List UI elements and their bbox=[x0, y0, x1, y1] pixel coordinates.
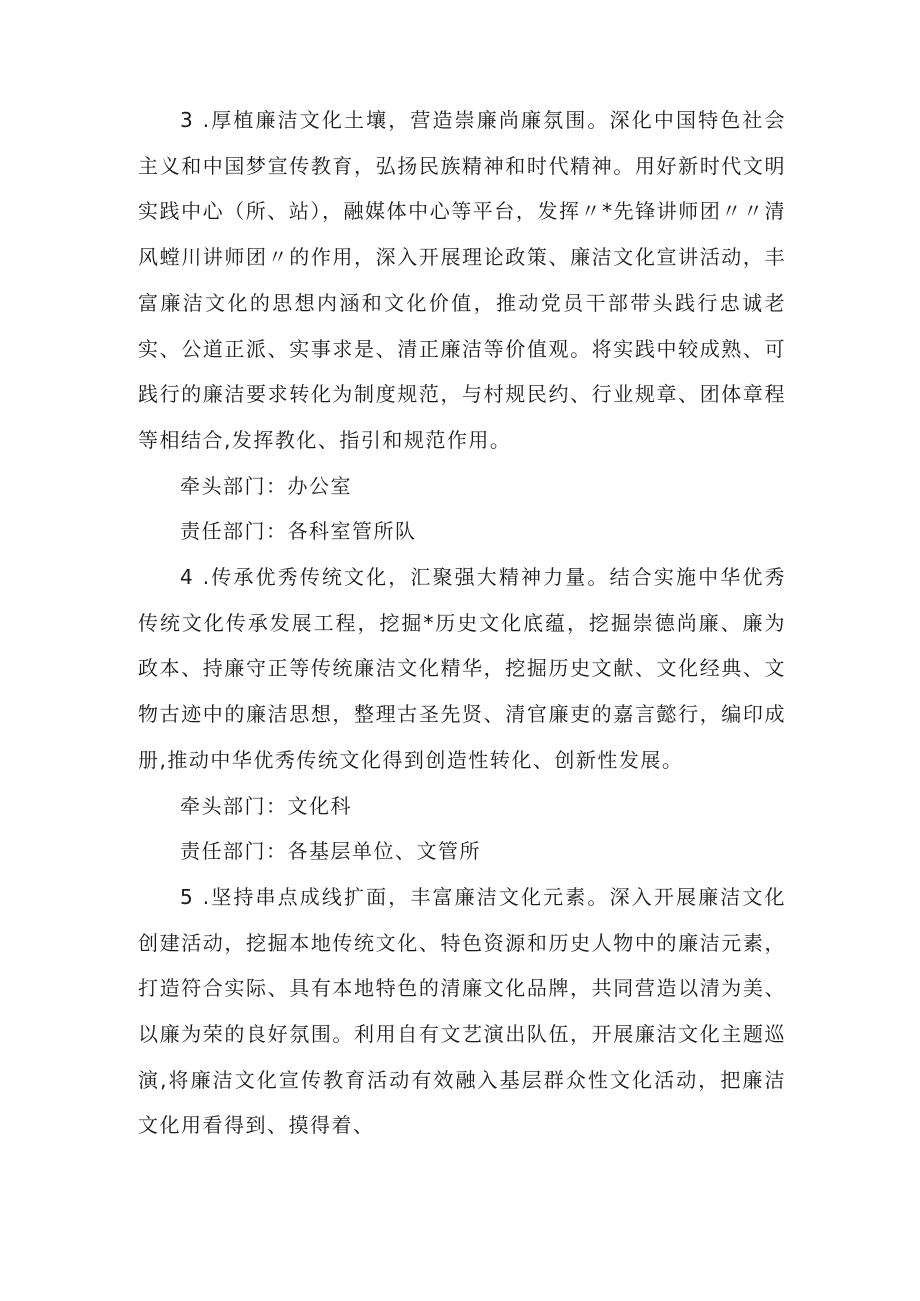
paragraph-item-5: 5 .坚持串点成线扩面，丰富廉洁文化元素。深入开展廉洁文化创建活动，挖掘本地传统文化、特色资源和历史人物中的廉洁元素，打造符合实际、具有本地特色的清廉文化品牌，共同营造以清为美、以廉为荣的良好氛围。利用自有文艺演出队伍，开展廉洁文化主题巡演,将廉洁文化宣传教育活动有效融入基层群众性文化活动，把廉洁文化用看得到、摸得着、 bbox=[138, 884, 786, 1138]
lead-department-item-4: 牵头部门：文化科 bbox=[180, 793, 352, 818]
responsible-department-item-4: 责任部门：各基层单位、文管所 bbox=[180, 839, 481, 864]
responsible-department-item-3: 责任部门：各科室管所队 bbox=[180, 519, 417, 544]
lead-department-item-3: 牵头部门：办公室 bbox=[180, 473, 352, 498]
document-body bbox=[138, 98, 786, 1149]
paragraph-item-4: 4 .传承优秀传统文化，汇聚强大精神力量。结合实施中华优秀传统文化传承发展工程，挖掘*历史文化底蕴，挖掘崇德尚廉、廉为政本、持廉守正等传统廉洁文化精华，挖掘历史文献、文化经典、文物古迹中的廉洁思想，整理古圣先贤、清官廉吏的嘉言懿行，编印成册,推动中华优秀传统文化得到创造性转化、创新性发展。 bbox=[138, 565, 786, 772]
paragraph-item-3: 3 .厚植廉洁文化土壤，营造崇廉尚廉氛围。深化中国特色社会主义和中国梦宣传教育，弘扬民族精神和时代精神。用好新时代文明实践中心（所、站），融媒体中心等平台，发挥〃*先锋讲师团〃〃清风螳川讲师团〃的作用，深入开展理论政策、廉洁文化宣讲活动，丰富廉洁文化的思想内涵和文化价值，推动党员干部带头践行忠诚老实、公道正派、实事求是、清正廉洁等价值观。将实践中较成熟、可践行的廉洁要求转化为制度规范，与村规民约、行业规章、团体章程等相结合,发挥教化、指引和规范作用。 bbox=[138, 108, 786, 452]
